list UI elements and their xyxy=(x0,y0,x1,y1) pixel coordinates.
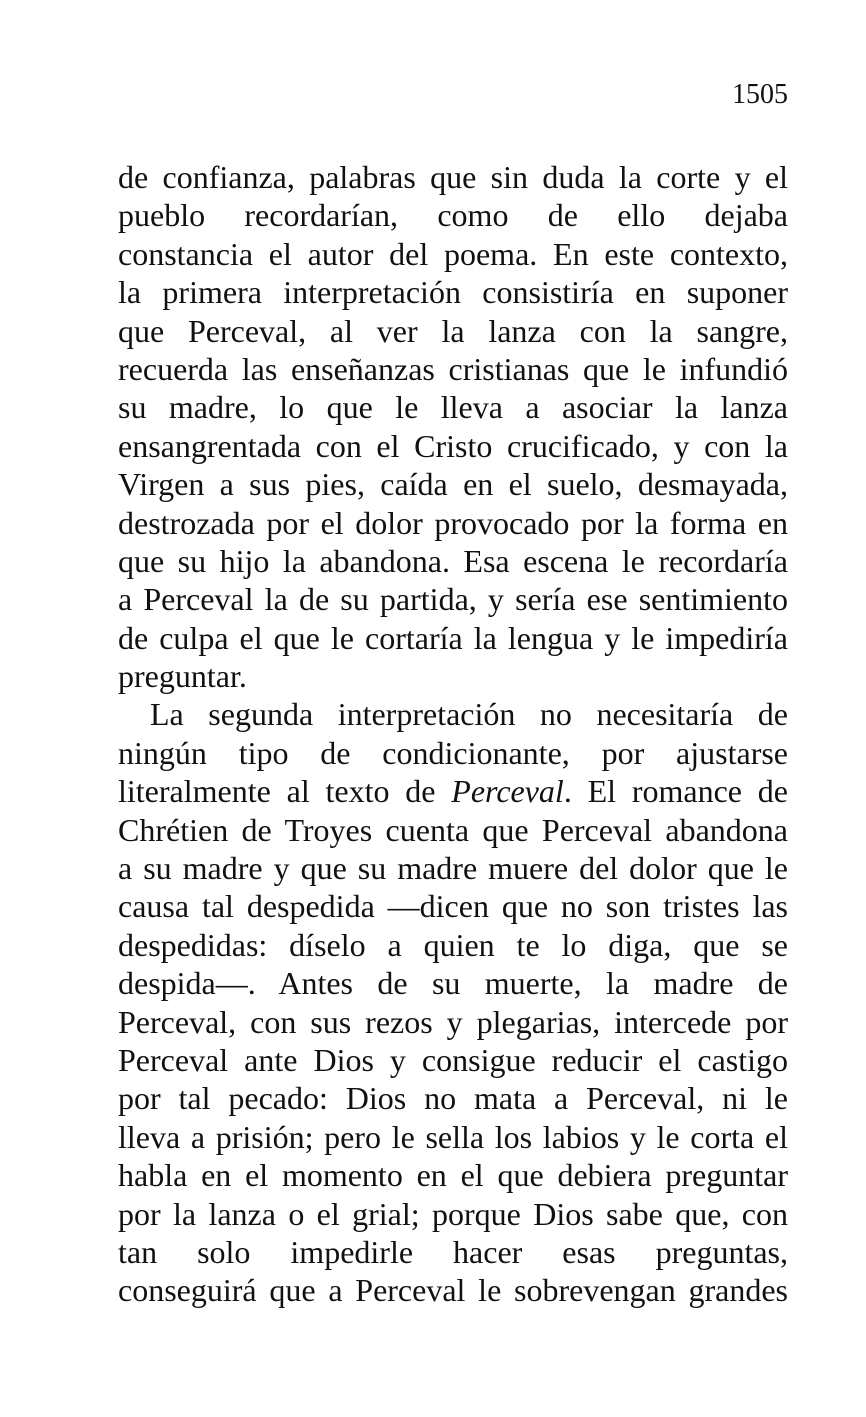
text-line: lleva a prisión; pero le sella los labios y le corta el xyxy=(118,1118,788,1155)
text-line: destrozada por el dolor provocado por la forma en xyxy=(118,504,788,541)
text-line: a su madre y que su madre muere del dolor que le xyxy=(118,850,788,887)
text-line-with-title xyxy=(118,772,788,810)
text-line: preguntar. xyxy=(118,658,247,695)
text-fragment: literalmente al texto de xyxy=(118,773,452,810)
text-line: despida—. Antes de su muerte, la madre de xyxy=(118,965,788,1002)
paragraph-2 xyxy=(118,695,788,1309)
text-line: de confianza, palabras que sin duda la corte y el xyxy=(118,159,788,195)
body-text xyxy=(118,158,788,1310)
text-line: pueblo recordarían, como de ello dejaba xyxy=(118,197,788,234)
text-line: habla en el momento en el que debiera preguntar xyxy=(118,1157,788,1194)
text-line: Virgen a sus pies, caída en el suelo, desmayada, xyxy=(118,466,788,503)
text-line: por la lanza o el grial; porque Dios sabe que, con xyxy=(118,1195,788,1232)
text-line: la primera interpretación consistiría en suponer xyxy=(118,274,788,311)
text-line: recuerda las enseñanzas cristianas que le infundió xyxy=(118,350,788,387)
paragraph-1 xyxy=(118,158,788,695)
text-line: La segunda interpretación no necesitaría de xyxy=(150,696,788,733)
text-line: causa tal despedida —dicen que no son tristes las xyxy=(118,888,788,925)
text-line: ensangrentada con el Cristo crucificado, y con la xyxy=(118,427,788,464)
text-line: por tal pecado: Dios no mata a Perceval, ni le xyxy=(118,1080,788,1117)
page-number: 1505 xyxy=(732,79,788,110)
text-line: ningún tipo de condicionante, por ajustarse xyxy=(118,734,788,771)
text-line: de culpa el que le cortaría la lengua y le impediría xyxy=(118,619,788,656)
text-line: Perceval, con sus rezos y plegarias, intercede por xyxy=(118,1003,788,1040)
text-fragment: . El romance de xyxy=(563,773,788,810)
text-line: tan solo impedirle hacer esas preguntas, xyxy=(118,1233,788,1270)
text-line: que su hijo la abandona. Esa escena le recordaría xyxy=(118,542,788,579)
work-title: Perceval xyxy=(451,773,564,810)
text-line: que Perceval, al ver la lanza con la sangre, xyxy=(118,312,788,349)
text-line: Perceval ante Dios y consigue reducir el castigo xyxy=(118,1041,788,1078)
text-line: Chrétien de Troyes cuenta que Perceval abandona xyxy=(118,811,788,848)
text-line: a Perceval la de su partida, y sería ese sentimiento xyxy=(118,581,788,618)
text-line: despedidas: díselo a quien te lo diga, que se xyxy=(118,926,788,963)
text-line: constancia el autor del poema. En este contexto, xyxy=(118,235,788,272)
text-line: su madre, lo que le lleva a asociar la lanza xyxy=(118,389,788,426)
text-line: conseguirá que a Perceval le sobrevengan grandes xyxy=(118,1272,788,1309)
